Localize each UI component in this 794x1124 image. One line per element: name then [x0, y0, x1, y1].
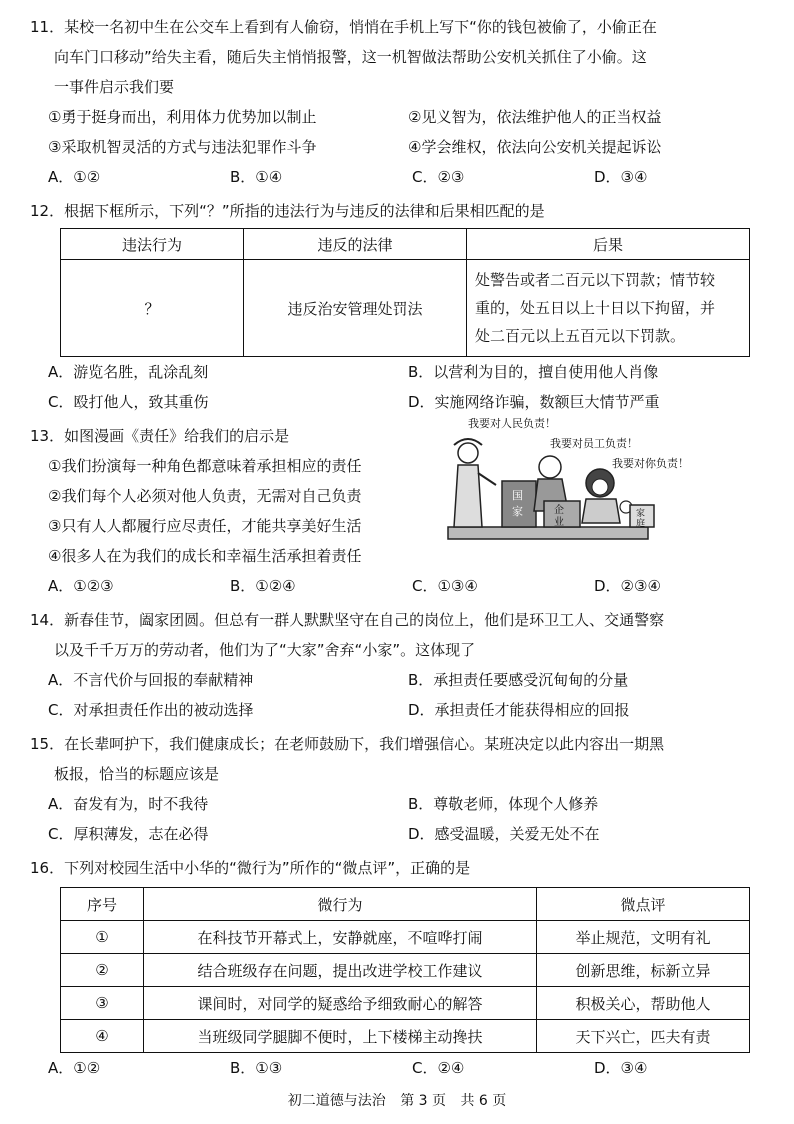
question-11-options	[30, 162, 768, 192]
question-13-options	[30, 571, 768, 601]
table-row	[61, 260, 750, 357]
footer-subject: 初二道德与法治	[287, 1093, 386, 1109]
question-number: 15．	[30, 735, 65, 753]
svg-text:家: 家	[512, 505, 523, 518]
header-result: 后果	[467, 229, 750, 260]
cell-act: ？	[61, 260, 244, 357]
svg-text:家: 家	[636, 509, 646, 519]
question-number: 13．	[30, 427, 65, 445]
question-15-stem-2: 板报，恰当的标题应该是	[54, 765, 220, 783]
option-b: B．①③	[230, 1059, 283, 1077]
question-14-options	[30, 665, 768, 725]
bubble-you: 我要对你负责！	[612, 457, 689, 470]
question-16-table	[60, 887, 750, 1053]
question-number: 14．	[30, 611, 65, 629]
question-number: 12．	[30, 202, 65, 220]
question-12-table	[60, 228, 750, 357]
header-comment: 微点评	[537, 888, 750, 921]
option-b: B．承担责任要感受沉甸甸的分量	[408, 671, 629, 689]
bubble-staff: 我要对员工负责！	[550, 437, 638, 450]
cell-result: 处警告或者二百元以下罚款；情节较 重的，处五日以上十日以下拘留，并 处二百元以上五百元以下罚款。	[467, 260, 750, 357]
option-d: D．承担责任才能获得相应的回报	[408, 701, 630, 719]
footer-total: 共 6 页	[460, 1093, 507, 1109]
option-a: A．游览名胜，乱涂乱刻	[48, 363, 209, 381]
question-11	[30, 12, 768, 192]
bubble-people: 我要对人民负责！	[468, 417, 556, 430]
option-d: D．③④	[594, 1059, 648, 1077]
cell-law: 违反治安管理处罚法	[244, 260, 467, 357]
header-law: 违反的法律	[244, 229, 467, 260]
question-11-stem-1: 11．某校一名初中生在公交车上看到有人偷窃，悄悄在手机上写下“你的钱包被偷了，小偷正在	[30, 18, 657, 36]
statement: ③采取机智灵活的方式与违法犯罪作斗争	[48, 138, 317, 156]
question-11-statements	[30, 102, 768, 162]
option-c: C．对承担责任作出的被动选择	[48, 701, 254, 719]
question-14	[30, 605, 768, 725]
option-c: C．厚积薄发，志在必得	[48, 825, 209, 843]
option-c: C．殴打他人，致其重伤	[48, 393, 209, 411]
table-header-row	[61, 888, 750, 921]
question-16	[30, 853, 768, 1083]
question-16-options	[30, 1053, 768, 1083]
table-row: ① 在科技节开幕式上，安静就座，不喧哗打闹 举止规范，文明有礼	[61, 921, 750, 954]
option-a: A．①②③	[48, 577, 114, 595]
option-b: B．①④	[230, 168, 283, 186]
question-13-stem: 13．如图漫画《责任》给我们的启示是	[30, 427, 290, 445]
header-act: 违法行为	[61, 229, 244, 260]
statement: ①我们扮演每一种角色都意味着承担相应的责任	[48, 457, 362, 475]
option-d: D．③④	[594, 168, 648, 186]
footer-page: 第 3 页	[400, 1093, 446, 1109]
question-12-stem: 12．根据下框所示，下列“？”所指的违法行为与违反的法律和后果相匹配的是	[30, 202, 545, 220]
mother-figure	[582, 469, 632, 523]
question-11-stem-3: 一事件启示我们要	[54, 78, 175, 96]
table-row: ④ 当班级同学腿脚不便时，上下楼梯主动搀扶 天下兴亡，匹夫有责	[61, 1020, 750, 1053]
statement: ①勇于挺身而出，利用体力优势加以制止	[48, 108, 317, 126]
question-12-options	[30, 357, 768, 417]
table-row: ② 结合班级存在问题，提出改进学校工作建议 创新思维，标新立异	[61, 954, 750, 987]
svg-text:国: 国	[512, 489, 523, 502]
option-b: B．以营利为目的，擅自使用他人肖像	[408, 363, 659, 381]
official-figure	[454, 439, 496, 527]
option-a: A．①②	[48, 168, 101, 186]
page-footer	[0, 1090, 794, 1110]
question-15	[30, 729, 768, 849]
podium-state	[502, 481, 536, 527]
responsibility-comic	[440, 415, 722, 545]
option-c: C．②④	[412, 1059, 465, 1077]
statement: ②我们每个人必须对他人负责，无需对自己负责	[48, 487, 362, 505]
option-d: D．②③④	[594, 577, 661, 595]
option-b: B．尊敬老师，体现个人修养	[408, 795, 599, 813]
option-c: C．①③④	[412, 577, 478, 595]
option-c: C．②③	[412, 168, 465, 186]
question-13	[30, 417, 768, 601]
option-b: B．①②④	[230, 577, 296, 595]
statement: ③只有人人都履行应尽责任，才能共享美好生活	[48, 517, 362, 535]
table-row: ③ 课间时，对同学的疑惑给予细致耐心的解答 积极关心，帮助他人	[61, 987, 750, 1020]
question-number: 16．	[30, 859, 65, 877]
option-a: A．①②	[48, 1059, 101, 1077]
statement: ④学会维权，依法向公安机关提起诉讼	[408, 138, 662, 156]
question-16-stem: 16．下列对校园生活中小华的“微行为”所作的“微点评”，正确的是	[30, 859, 471, 877]
question-14-stem-1: 14．新春佳节，阖家团圆。但总有一群人默默坚守在自己的岗位上，他们是环卫工人、交通警察	[30, 611, 665, 629]
option-d: D．感受温暖，关爱无处不在	[408, 825, 600, 843]
question-12	[30, 196, 768, 417]
question-14-stem-2: 以及千千万万的劳动者，他们为了“大家”舍弃“小家”。这体现了	[54, 641, 476, 659]
option-a: A．奋发有为，时不我待	[48, 795, 209, 813]
svg-text:业: 业	[554, 517, 564, 528]
question-11-stem-2: 向车门口移动”给失主看，随后失主悄悄报警，这一机智做法帮助公安机关抓住了小偷。这	[54, 48, 647, 66]
table-header-row	[61, 229, 750, 260]
header-index: 序号	[61, 888, 144, 921]
header-behavior: 微行为	[144, 888, 537, 921]
option-d: D．实施网络诈骗，数额巨大情节严重	[408, 393, 660, 411]
svg-text:庭: 庭	[636, 519, 646, 529]
question-15-stem-1: 15．在长辈呵护下，我们健康成长；在老师鼓励下，我们增强信心。某班决定以此内容出一期黑	[30, 735, 665, 753]
question-number: 11．	[30, 18, 65, 36]
statement: ④很多人在为我们的成长和幸福生活承担着责任	[48, 547, 362, 565]
question-15-options	[30, 789, 768, 849]
option-a: A．不言代价与回报的奉献精神	[48, 671, 254, 689]
statement: ②见义智为，依法维护他人的正当权益	[408, 108, 662, 126]
svg-text:企: 企	[554, 505, 564, 516]
